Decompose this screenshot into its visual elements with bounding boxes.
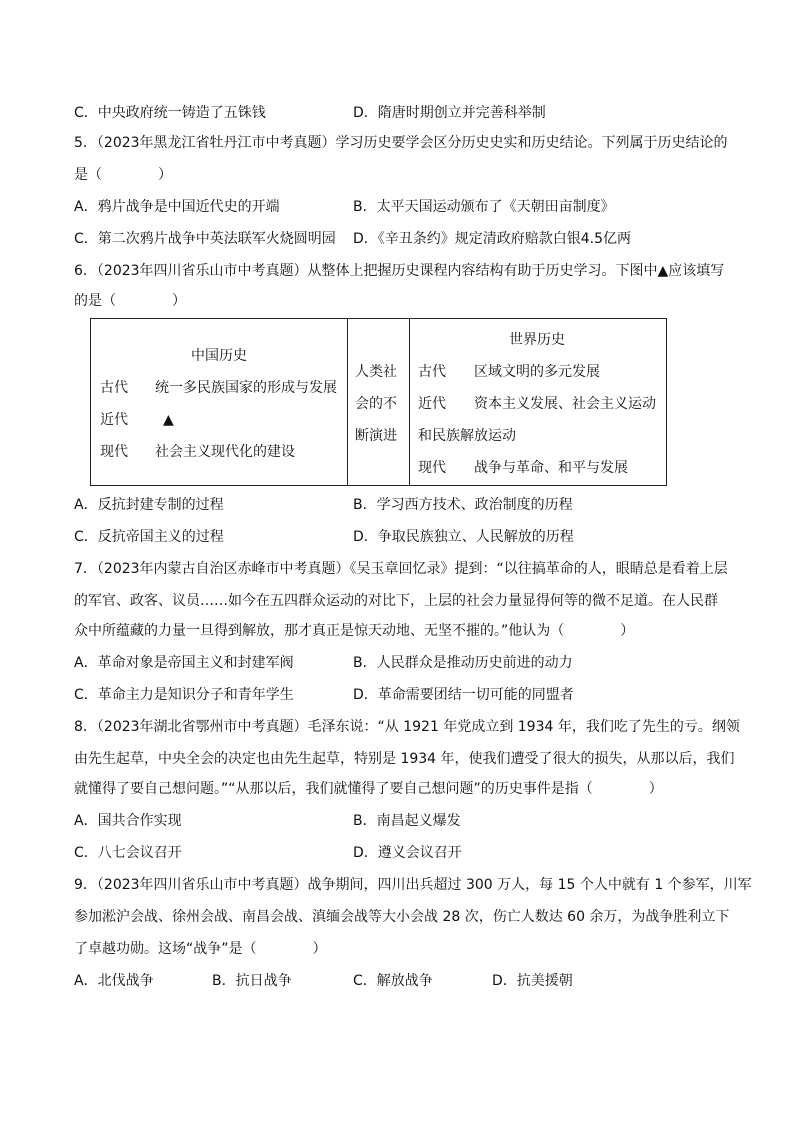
q6-option-a: A．反抗封建专制的过程: [74, 497, 224, 513]
q8-option-c: C．八七会议召开: [74, 845, 182, 861]
q6-option-b: B．学习西方技术、政治制度的历程: [353, 497, 573, 513]
q9-option-d: D．抗美援朝: [492, 973, 573, 989]
blank-triangle-marker: ▲: [163, 412, 174, 428]
q7-stem-line3: 众中所蕴藏的力量一旦得到解放，那才真正是惊天动地、无坚不摧的。”他认为（ ）: [74, 623, 635, 639]
q9-stem-line2: 参加淞沪会战、徐州会战、南昌会战、滇缅会战等大小会战 28 次，伤亡人数达 60 余万，为战争胜利立下: [74, 909, 730, 925]
q9-option-c: C．解放战争: [353, 973, 433, 989]
china-row-content: 统一多民族国家的形成与发展: [155, 380, 337, 396]
q9-option-a: A．北伐战争: [74, 973, 154, 989]
q8-stem-line3: 就懂得了要自己想问题。”“从那以后，我们就懂得了要自己想问题”的历史事件是指（ ）: [74, 781, 663, 797]
q6-stem-line1: 6．（2023年四川省乐山市中考真题）从整体上把握历史课程内容结构有助于历史学习。下图中▲应该填写: [74, 263, 725, 279]
q7-option-a: A．革命对象是帝国主义和封建军阀: [74, 655, 294, 671]
world-row-era: 现代: [418, 460, 446, 476]
q6-option-d: D．争取民族独立、人民解放的历程: [353, 529, 574, 545]
world-row-era: 近代: [418, 396, 446, 412]
middle-text-line: 断演进: [355, 428, 397, 444]
china-row-era: 古代: [100, 380, 128, 396]
q5-stem-line1: 5．（2023年黑龙江省牡丹江市中考真题）学习历史要学会区分历史史实和历史结论。下列属于历史结论的: [74, 135, 728, 151]
q6-option-c: C．反抗帝国主义的过程: [74, 529, 224, 545]
q5-stem-line2: 是（ ）: [74, 167, 172, 183]
q9-stem-line1: 9．（2023年四川省乐山市中考真题）战争期间，四川出兵超过 300 万人，每 15 个人中就有 1 个参军，川军: [74, 877, 752, 893]
q4-option-c: C．中央政府统一铸造了五铢钱: [74, 105, 266, 121]
q7-option-b: B．人民群众是推动历史前进的动力: [353, 655, 573, 671]
world-row-content: 战争与革命、和平与发展: [474, 460, 628, 476]
q8-option-b: B．南昌起义爆发: [353, 813, 461, 829]
world-row-content-cont: 和民族解放运动: [418, 428, 516, 444]
q8-stem-line2: 由先生起草，中央全会的决定也由先生起草，特别是 1934 年，使我们遭受了很大的损失，从那以后，我们: [74, 751, 735, 767]
table-divider-left: [347, 319, 348, 485]
world-row-content: 资本主义发展、社会主义运动: [474, 396, 656, 412]
china-history-title: 中国历史: [191, 348, 247, 364]
q9-stem-line3: 了卓越功勋。这场“战争”是（ ）: [74, 941, 327, 957]
q5-option-a: A．鸦片战争是中国近代史的开端: [74, 199, 280, 215]
middle-text-line: 会的不: [355, 396, 397, 412]
world-row-era: 古代: [418, 364, 446, 380]
q8-option-a: A．国共合作实现: [74, 813, 182, 829]
q5-option-c: C．第二次鸦片战争中英法联军火烧圆明园: [74, 231, 336, 247]
china-row-content: 社会主义现代化的建设: [155, 444, 295, 460]
china-row-era: 现代: [100, 444, 128, 460]
q7-stem-line2: 的军官、政客、议员……如今在五四群众运动的对比下，上层的社会力量显得何等的微不足道。在人民群: [74, 593, 718, 609]
china-row-era: 近代: [100, 412, 128, 428]
table-divider-right: [409, 319, 410, 485]
q4-option-d: D．隋唐时期创立并完善科举制: [353, 105, 546, 121]
q7-option-d: D．革命需要团结一切可能的同盟者: [353, 687, 574, 703]
q7-option-c: C．革命主力是知识分子和青年学生: [74, 687, 294, 703]
q9-option-b: B．抗日战争: [212, 973, 292, 989]
q7-stem-line1: 7．（2023年内蒙古自治区赤峰市中考真题）《吴玉章回忆录》提到：“以往搞革命的人，眼睛总是看着上层: [74, 561, 728, 577]
world-row-content: 区域文明的多元发展: [474, 364, 600, 380]
world-history-title: 世界历史: [509, 332, 565, 348]
history-structure-table: [90, 318, 667, 486]
middle-text-line: 人类社: [355, 364, 397, 380]
q8-stem-line1: 8．（2023年湖北省鄂州市中考真题）毛泽东说：“从 1921 年党成立到 1934 年，我们吃了先生的亏。纲领: [74, 719, 740, 735]
q5-option-d: D．《辛丑条约》规定清政府赔款白银4.5亿两: [353, 231, 632, 247]
q5-option-b: B．太平天国运动颁布了《天朝田亩制度》: [353, 199, 615, 215]
q6-stem-line2: 的是（ ）: [74, 293, 186, 309]
q8-option-d: D．遵义会议召开: [353, 845, 462, 861]
